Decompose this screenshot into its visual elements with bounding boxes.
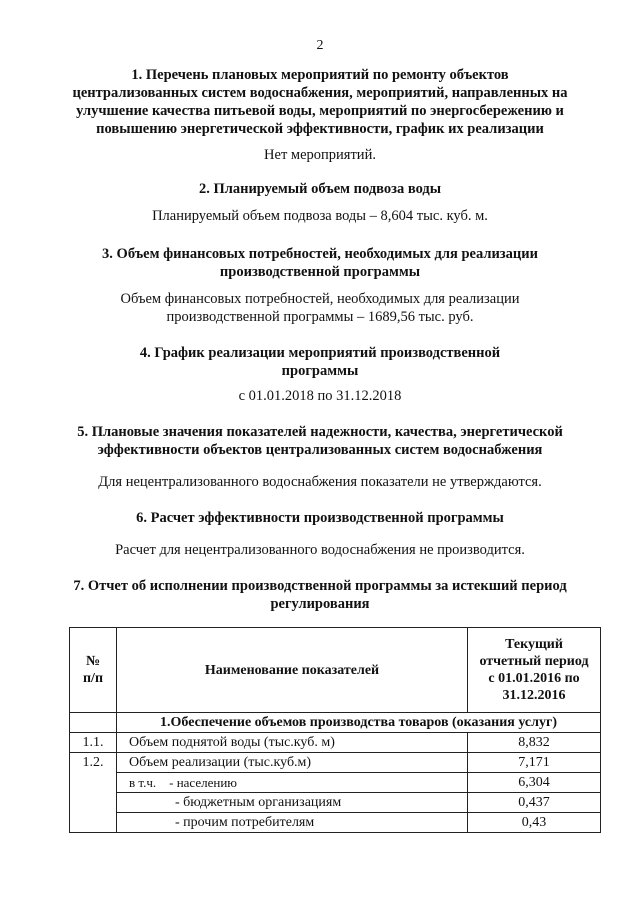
row-number: 1.1. [70,733,117,753]
section-5-title-line: 5. Плановые значения показателей надежности, качества, энергетической [77,424,563,440]
section-1-title-line: повышению энергетической эффективности, график их реализации [96,121,544,137]
section-3-text-line: Объем финансовых потребностей, необходимых для реализации [120,291,520,307]
row-name: - прочим потребителям [117,813,468,833]
header-number-label: п/п [82,671,104,686]
section-3-text-line: производственной программы – 1689,56 тыс. руб. [166,309,474,325]
section-7-title [0,577,640,613]
row-name: Объем реализации (тыс.куб.м) [117,753,468,773]
header-number-label: № [85,654,101,669]
header-period-label: отчетный период [479,654,589,669]
section-1-title-line: улучшение качества питьевой воды, мероприятий по энергосбережению и [76,103,564,119]
section-1-title-line: 1. Перечень плановых мероприятий по ремонту объектов [131,67,509,83]
section-2-text: Планируемый объем подвоза воды – 8,604 тыс. куб. м. [152,208,488,224]
report-table [69,627,601,833]
section-5-title [0,423,640,459]
table-row [70,793,601,813]
header-name-cell: Наименование показателей [117,628,468,713]
section-1-title-line: централизованных систем водоснабжения, мероприятий, направленных на [72,85,568,101]
section-4-title [0,344,640,380]
header-period-label: Текущий [505,637,563,652]
header-number-cell [70,628,117,713]
header-period-cell [468,628,601,713]
section-3-text [0,290,640,326]
row-name: - бюджетным организациям [117,793,468,813]
row-name: Объем поднятой воды (тыс.куб. м) [117,733,468,753]
row-value: 0,43 [468,813,601,833]
header-period-label: с 01.01.2016 по [488,671,580,686]
header-period-label: 31.12.2016 [502,688,566,703]
row-number: 1.2. [70,753,117,833]
section-6-title: 6. Расчет эффективности производственной программы [136,510,504,526]
table-row [70,813,601,833]
table-row [70,753,601,773]
page-number: 2 [316,38,324,53]
section-5-title-line: эффективности объектов централизованных систем водоснабжения [97,442,543,458]
row-value: 0,437 [468,793,601,813]
table-row [70,733,601,753]
row-value: 6,304 [468,773,601,793]
table-section-row [70,713,601,733]
row-value: 8,832 [468,733,601,753]
section-6-text: Расчет для нецентрализованного водоснабжения не производится. [115,542,525,558]
row-value: 7,171 [468,753,601,773]
section-1-title [0,66,640,138]
table-row [70,773,601,793]
section-3-title-line: производственной программы [219,264,421,280]
section-5-text: Для нецентрализованного водоснабжения показатели не утверждаются. [98,474,542,490]
section-number-cell [70,713,117,733]
section-3-title [0,245,640,281]
section-7-title-line: регулирования [270,596,370,612]
section-4-title-line: программы [281,363,359,379]
section-3-title-line: 3. Объем финансовых потребностей, необходимых для реализации [102,246,538,262]
section-7-title-line: 7. Отчет об исполнении производственной программы за истекший период [73,578,567,594]
row-name: в т.ч. - населению [117,773,468,793]
section-1-text: Нет мероприятий. [264,147,376,163]
section-2-title: 2. Планируемый объем подвоза воды [198,181,442,197]
section-4-text: с 01.01.2018 по 31.12.2018 [238,388,402,404]
section-heading-cell: 1.Обеспечение объемов производства товаров (оказания услуг) [117,713,601,733]
table-header-row [70,628,601,713]
section-4-title-line: 4. График реализации мероприятий производственной [139,345,501,361]
